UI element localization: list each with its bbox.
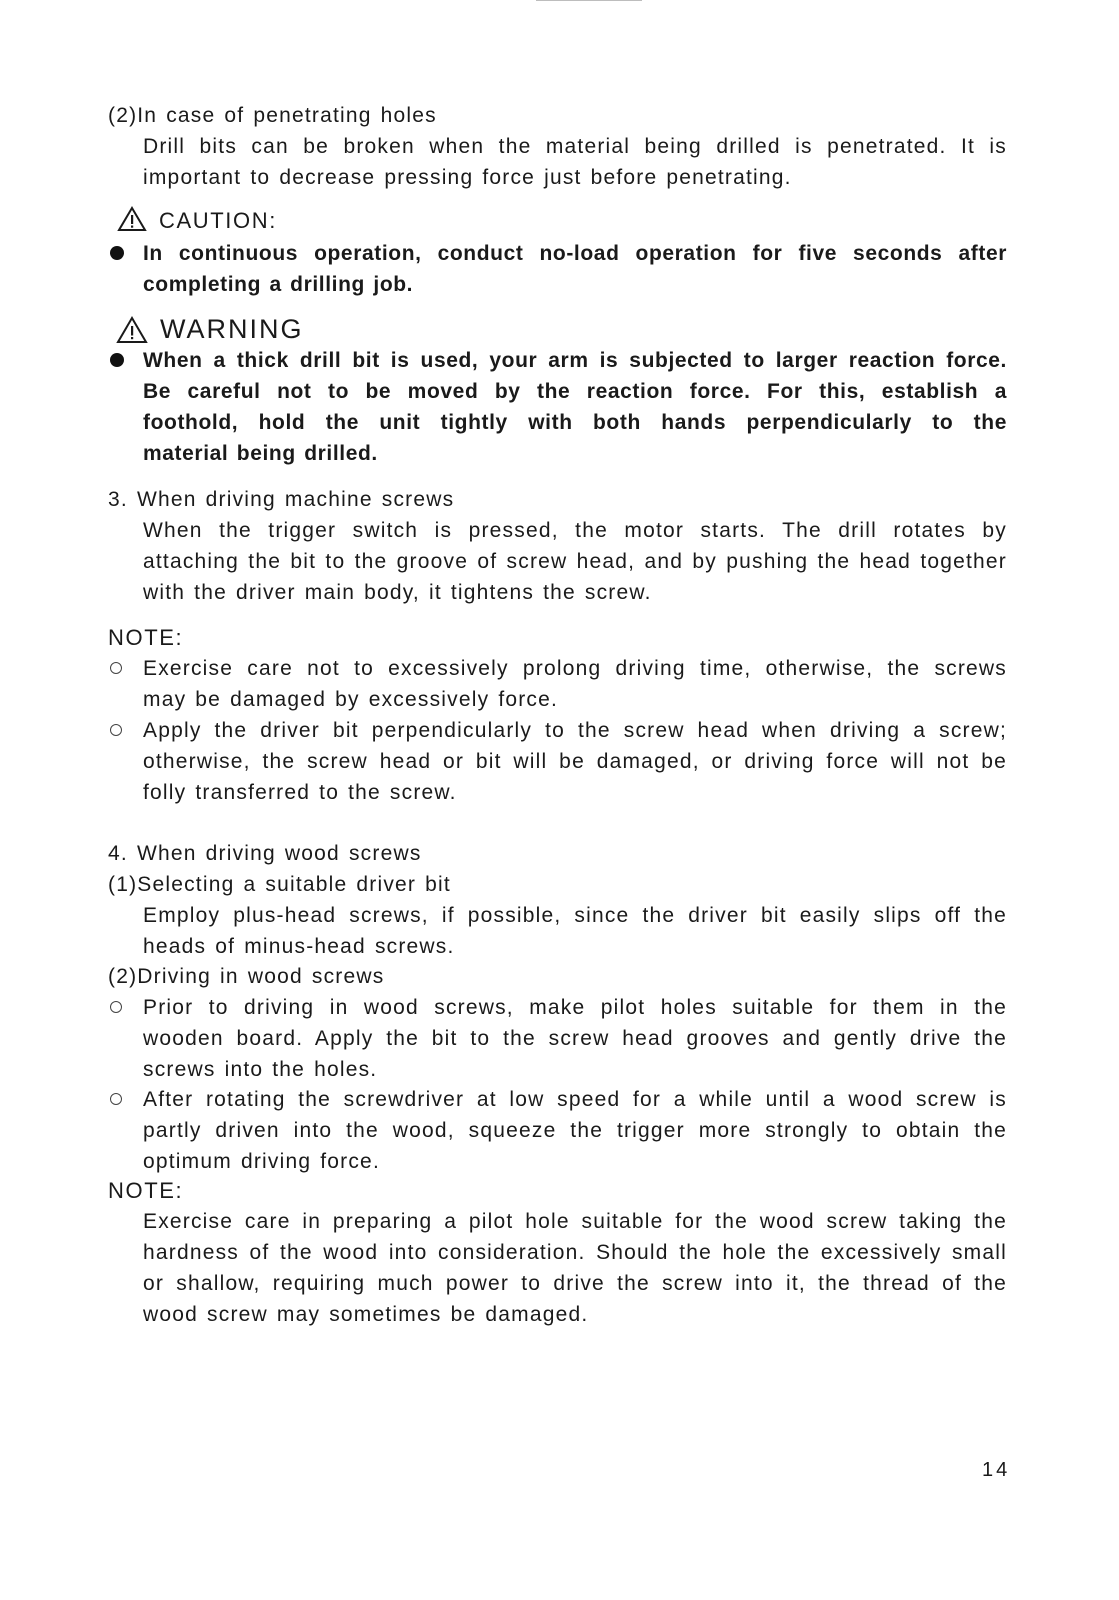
caution-label: CAUTION:	[159, 208, 277, 233]
caution-warning-triangle-icon	[117, 206, 147, 232]
caution-bullet	[110, 246, 124, 260]
note-2-line-2: hardness of the wood into consideration. Should the hole the excessively small	[143, 1241, 1007, 1264]
note-2-line-3: or shallow, requiring much power to drive the screw into it, the thread of the	[143, 1272, 1007, 1295]
note-2-line-1: Exercise care in preparing a pilot hole suitable for the wood screw taking the	[143, 1210, 1007, 1233]
wood-screws-heading: 4. When driving wood screws	[108, 842, 422, 865]
caution-line-1: In continuous operation, conduct no-load operation for five seconds after	[143, 242, 1007, 265]
wood-screws-sub-1-line-2: heads of minus-head screws.	[143, 935, 455, 958]
warning-line-2: Be careful not to be moved by the reaction force. For this, establish a	[143, 380, 1007, 403]
penetrating-line-1: Drill bits can be broken when the material being drilled is penetrated. It is	[143, 135, 1007, 158]
wood-screws-item-1-circle	[110, 1001, 122, 1013]
warning-bullet	[110, 353, 124, 367]
warning-triangle-icon	[116, 316, 148, 344]
wood-screws-item-2-line-2: partly driven into the wood, squeeze the trigger more strongly to obtain the	[143, 1119, 1007, 1142]
machine-screws-line-1: When the trigger switch is pressed, the motor starts. The drill rotates by	[143, 519, 1007, 542]
wood-screws-item-1-line-2: wooden board. Apply the bit to the screw head grooves and gently drive the	[143, 1027, 1007, 1050]
machine-screws-heading: 3. When driving machine screws	[108, 488, 455, 511]
note-1-label: NOTE:	[108, 625, 184, 650]
wood-screws-item-1-line-3: screws into the holes.	[143, 1058, 378, 1081]
wood-screws-item-2-line-1: After rotating the screwdriver at low speed for a while until a wood screw is	[143, 1088, 1007, 1111]
penetrating-heading: (2)In case of penetrating holes	[108, 104, 437, 127]
wood-screws-item-1-line-1: Prior to driving in wood screws, make pilot holes suitable for them in the	[143, 996, 1007, 1019]
note-1-item-2-line-3: folly transferred to the screw.	[143, 781, 457, 804]
note-1-item-1-line-2: may be damaged by excessively force.	[143, 688, 559, 711]
machine-screws-line-2: attaching the bit to the groove of screw head, and by pushing the head together	[143, 550, 1007, 573]
note-2-label: NOTE:	[108, 1178, 184, 1203]
note-1-item-1-line-1: Exercise care not to excessively prolong driving time, otherwise, the screws	[143, 657, 1007, 680]
wood-screws-item-2-circle	[110, 1093, 122, 1105]
warning-line-4: material being drilled.	[143, 442, 378, 465]
note-1-item-2-circle	[110, 724, 122, 736]
warning-label: WARNING	[160, 314, 304, 344]
warning-line-3: foothold, hold the unit tightly with both hands perpendicularly to the	[143, 411, 1007, 434]
wood-screws-sub-1-line-1: Employ plus-head screws, if possible, since the driver bit easily slips off the	[143, 904, 1007, 927]
wood-screws-sub-2-heading: (2)Driving in wood screws	[108, 965, 385, 988]
warning-line-1: When a thick drill bit is used, your arm is subjected to larger reaction force.	[143, 349, 1007, 372]
machine-screws-line-3: with the driver main body, it tightens the screw.	[143, 581, 652, 604]
note-1-item-2-line-2: otherwise, the screw head or bit will be damaged, or driving force will not be	[143, 750, 1007, 773]
page-number: 14	[982, 1459, 1011, 1481]
penetrating-line-2: important to decrease pressing force just before penetrating.	[143, 166, 792, 189]
note-1-item-1-circle	[110, 662, 122, 674]
caution-line-2: completing a drilling job.	[143, 273, 414, 296]
wood-screws-item-2-line-3: optimum driving force.	[143, 1150, 380, 1173]
note-1-item-2-line-1: Apply the driver bit perpendicularly to the screw head when driving a screw;	[143, 719, 1007, 742]
wood-screws-sub-1-heading: (1)Selecting a suitable driver bit	[108, 873, 451, 896]
note-2-line-4: wood screw may sometimes be damaged.	[143, 1303, 589, 1326]
